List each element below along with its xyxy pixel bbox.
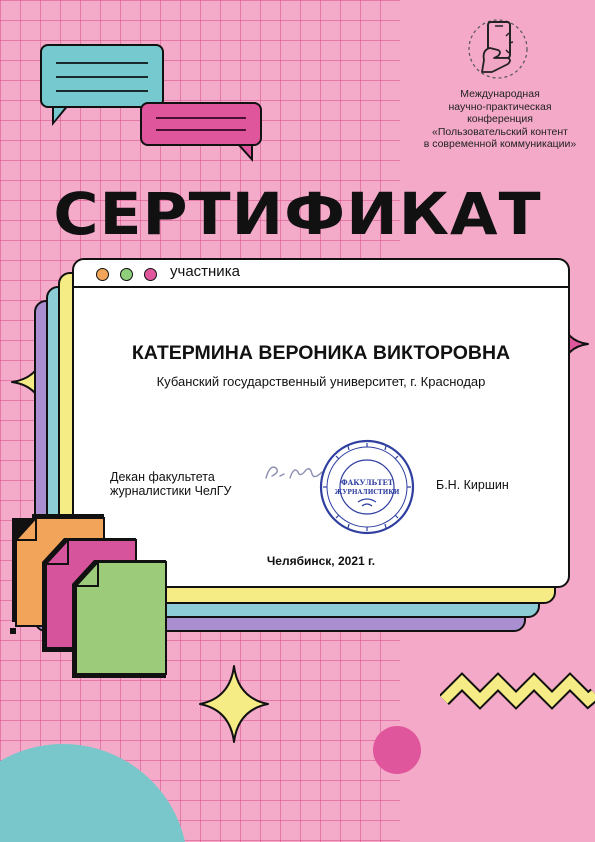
certificate-card [72, 258, 570, 588]
conference-line: в современной коммуникации» [423, 138, 577, 151]
card-title-bar [74, 260, 568, 288]
conference-line: Международная [460, 88, 540, 100]
dean-title [110, 470, 231, 498]
signer-name: Б.Н. Киршин [436, 478, 509, 492]
window-dot-orange [96, 268, 109, 281]
window-dot-pink [144, 268, 157, 281]
certificate-title: СЕРТИФИКАТ [53, 180, 542, 248]
yellow-star-icon [198, 664, 270, 744]
recipient-name: КАТЕРМИНА ВЕРОНИКА ВИКТОРОВНА [131, 342, 511, 364]
yellow-zigzag [440, 656, 595, 716]
pink-circle-decoration [373, 726, 421, 774]
window-dot-green [120, 268, 133, 281]
pink-speech-bubble [140, 102, 262, 146]
bubble-line [56, 90, 148, 92]
bubble-line [56, 76, 148, 78]
green-file-icon [70, 558, 170, 682]
recipient-affiliation: Кубанский государственный университет, г. Краснодар [156, 374, 486, 389]
bubble-line [156, 117, 246, 119]
dean-title-line: журналистики ЧелГУ [110, 484, 232, 498]
dean-title-line: Декан факультета [110, 470, 215, 484]
university-seal [318, 438, 416, 536]
seal-text: ЖУРНАЛИСТИКИ [334, 489, 400, 496]
phone-hand-icon [468, 16, 528, 82]
city-year: Челябинск, 2021 г. [266, 554, 376, 568]
conference-line: научно-практическая [448, 100, 552, 113]
bubble-line [56, 62, 148, 64]
conference-title [405, 88, 595, 151]
certificate-subtitle: участника [170, 263, 240, 280]
bubble-line [156, 129, 246, 131]
conference-line: «Пользовательский контент [432, 125, 568, 138]
conference-line: конференция [467, 113, 533, 126]
teal-speech-bubble [40, 44, 164, 108]
seal-text: ФАКУЛЬТЕТ [340, 478, 394, 487]
